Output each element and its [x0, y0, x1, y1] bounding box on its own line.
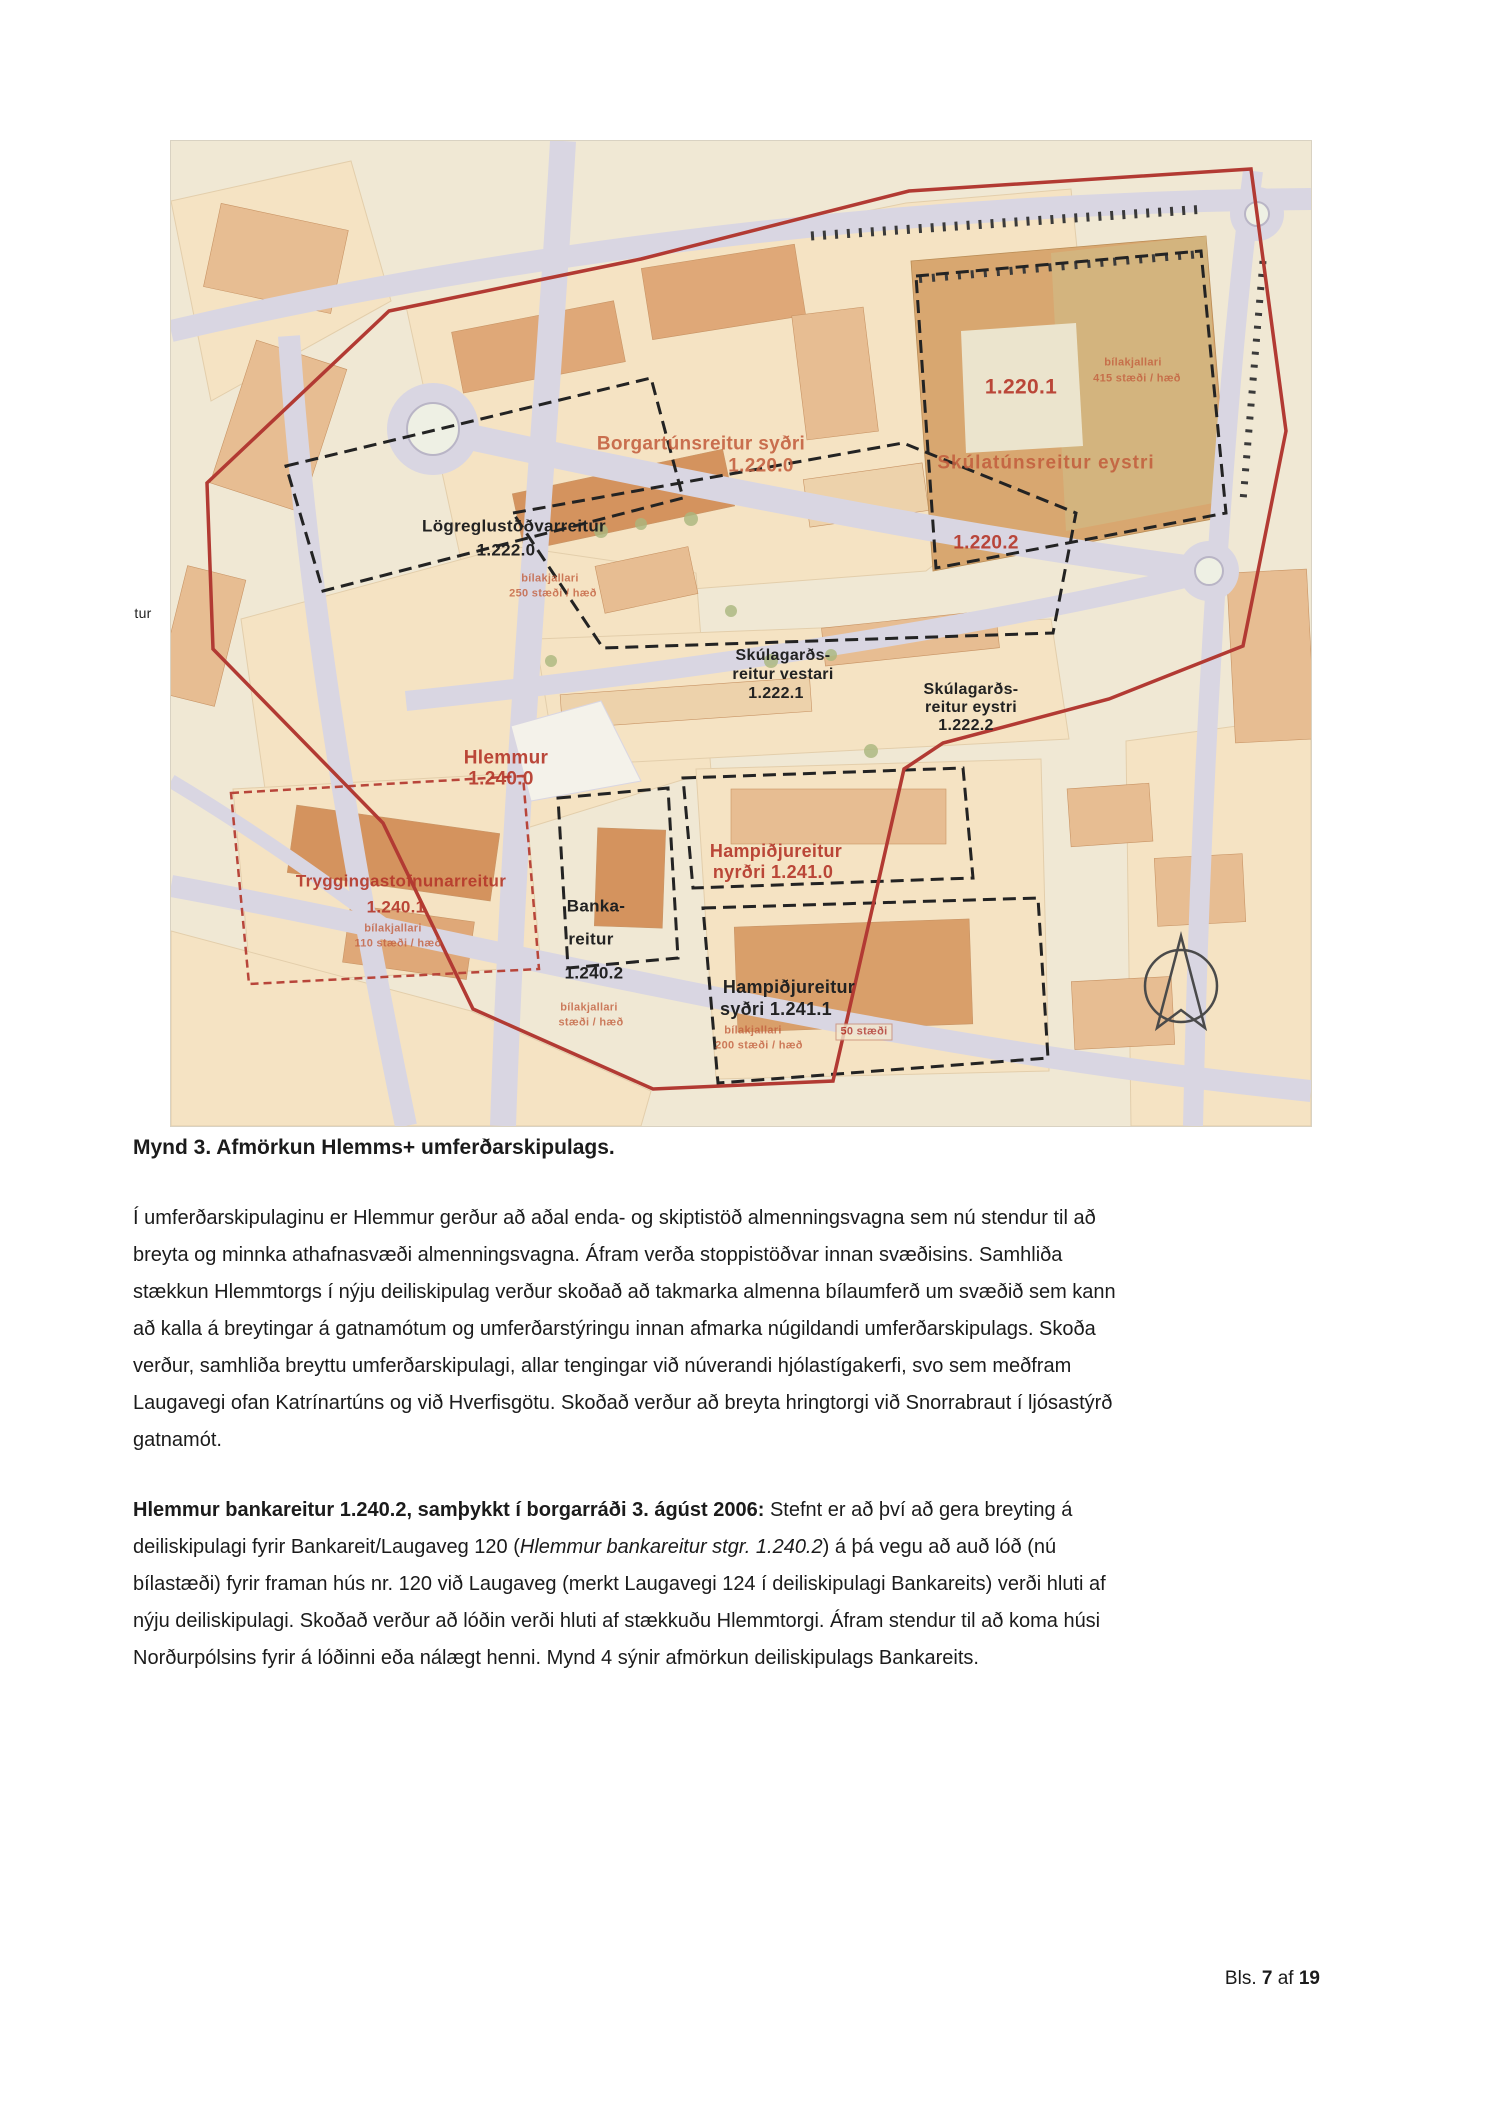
map-label-1220-2: 1.220.2	[953, 532, 1019, 554]
paragraph-1-line: verður, samhliða breyttu umferðarskipulagi, allar tengingar við núverandi hjólastígakerfi, svo sem meðfram	[133, 1355, 1072, 1377]
paragraph-2-lead-bold: Hlemmur bankareitur 1.240.2, samþykkt í borgarráði 3. ágúst 2006:	[133, 1499, 765, 1521]
paragraph-2-line: bílastæði) fyrir framan hús nr. 120 við Laugaveg (merkt Laugavegi 124 í deiliskipulagi Bankareits) verði hluti af	[133, 1573, 1106, 1595]
footer-prefix: Bls.	[1224, 1968, 1262, 1989]
map-figure	[134, 140, 1312, 1127]
map-label-1220-1-sub2: 415 stæði / hæð	[1093, 372, 1181, 385]
map-label-skulatun: Skúlatúnsreitur eystri	[937, 452, 1155, 474]
figure-caption: Mynd 3. Afmörkun Hlemms+ umferðarskipulags.	[133, 1136, 615, 1159]
paragraph-1	[133, 1200, 1116, 1459]
paragraph-2-line	[133, 1529, 1106, 1566]
paragraph-2-line: Norðurpólsins fyrir á lóðinni eða nálægt henni. Mynd 4 sýnir afmörkun deiliskipulags Bankareits.	[133, 1647, 979, 1669]
map-label-skulagards-v2: reitur vestari	[732, 666, 834, 683]
paragraph-2-lead-rest: Stefnt er að því að gera breyting á	[764, 1499, 1073, 1521]
map-label-logreglustod-sub2: 250 stæði / hæð	[509, 587, 597, 600]
map-label-hampidju-s-sub1: bílakjallari	[724, 1024, 782, 1037]
map-label-skulagards-e1: Skúlagarðs-	[923, 681, 1019, 698]
map-label-banka-3: 1.240.2	[564, 963, 624, 983]
map-label-hampidju-s-sub2: 200 stæði / hæð	[715, 1039, 803, 1052]
map-label-hlemmur-num: 1.240.0	[468, 768, 534, 790]
map-label-1220-1-sub1: bílakjallari	[1104, 356, 1162, 369]
page-number-footer	[1225, 1968, 1320, 1990]
map-label-1220-1: 1.220.1	[984, 375, 1058, 399]
map-label-skulagards-e3: 1.222.2	[938, 717, 994, 734]
map-label-borgartun-num: 1.220.0	[728, 455, 794, 477]
paragraph-1-line: gatnamót.	[133, 1429, 222, 1451]
map-label-skulagards-v3: 1.222.1	[748, 685, 804, 702]
map-label-trygginga-sub2: 110 stæði / hæð	[354, 937, 442, 950]
paragraph-1-line: breyta og minnka athafnasvæði almenningsvagna. Áfram verða stoppistöðvar innan svæðisins. Samhliða	[133, 1244, 1063, 1266]
paragraph-2-seg: ) á þá vegu að auð lóð (nú	[822, 1536, 1057, 1558]
paragraph-2-seg: deiliskipulagi fyrir Bankareit/Laugaveg 120 (	[133, 1536, 520, 1558]
map-label-hampidju-n2: nyrðri 1.241.0	[712, 862, 834, 882]
paragraph-2-line: nýju deiliskipulagi. Skoðað verður að lóðin verði hluti af stækkuðu Hlemmtorgi. Áfram stendur til að koma húsi	[133, 1610, 1101, 1632]
paragraph-2	[133, 1492, 1106, 1677]
map-label-skulagards-v1: Skúlagarðs-	[735, 647, 831, 664]
footer-of: af	[1272, 1968, 1299, 1989]
map-label-logreglustod-sub1: bílakjallari	[521, 572, 579, 585]
map-label-skulagards-e2: reitur eystri	[925, 699, 1017, 716]
paragraph-1-line: Í umferðarskipulaginu er Hlemmur gerður að aðal enda- og skiptistöð almenningsvagna sem nú stendur til að	[133, 1207, 1096, 1229]
map-label-logreglustod-num: 1.222.0	[476, 540, 536, 560]
map-label-hlemmur: Hlemmur	[463, 747, 549, 769]
map-label-borgartun: Borgartúnsreitur syðri	[596, 433, 806, 455]
map-label-banka-sub1: bílakjallari	[560, 1001, 618, 1014]
map-label-trygginga-num: 1.240.1	[366, 897, 426, 917]
map-label-banka-sub2: stæði / hæð	[558, 1016, 624, 1029]
paragraph-2-italic: Hlemmur bankareitur stgr. 1.240.2	[519, 1536, 823, 1558]
footer-page-number: 7	[1261, 1968, 1273, 1989]
map-label-hampidju-s2: syðri 1.241.1	[720, 999, 832, 1019]
paragraph-1-line: stækkun Hlemmtorgs í nýju deiliskipulag verður skoðað að takmarka almenna bílaumferð um svæðið sem kann	[133, 1281, 1116, 1303]
map-label-banka-2: reitur	[568, 929, 614, 949]
paragraph-1-line: Laugavegi ofan Katrínartúns og við Hverfisgötu. Skoðað verður að breyta hringtorgi við Snorrabraut í ljósastýrð	[133, 1392, 1113, 1414]
map-label-hampidju-n1: Hampiðjureitur	[709, 841, 843, 861]
paragraph-1-line: að kalla á breytingar á gatnamótum og umferðarstýringu innan afmarka núgildandi umferðarskipulags. Skoða	[133, 1318, 1096, 1340]
map-label-logreglustod: Lögreglustöðvarreitur	[422, 516, 606, 536]
map-label-hampidju-s1: Hampiðjureitur	[722, 977, 856, 997]
map-label-trygginga: Tryggingastofnunarreitur	[295, 871, 507, 891]
map-label-50-staedi: 50 stæði	[835, 1024, 892, 1041]
map-label-trygginga-sub1: bílakjallari	[364, 922, 422, 935]
map-edge-label: tur	[134, 605, 152, 621]
footer-total-pages: 19	[1298, 1968, 1320, 1989]
map-label-banka-1: Banka-	[566, 896, 626, 916]
paragraph-2-line	[133, 1492, 1106, 1529]
